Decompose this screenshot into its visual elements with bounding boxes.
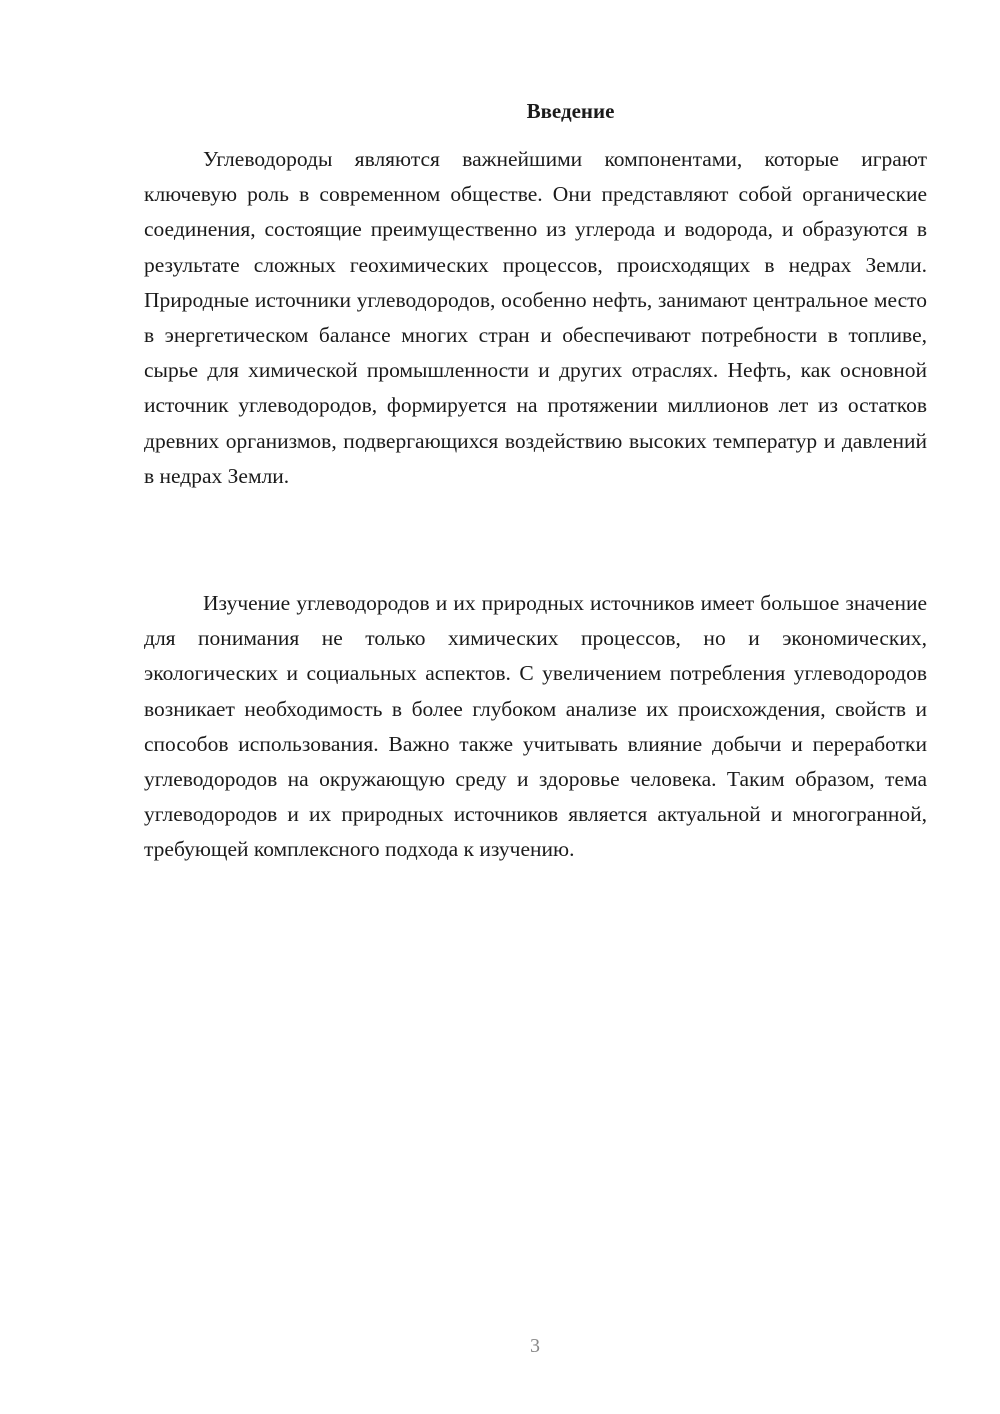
page-number: 3 — [530, 1335, 540, 1357]
paragraph-2: Изучение углеводородов и их природных источников имеет большое значение для понимания не только химических процессов, но и экономических, экологических и социальных аспектов. С увеличением потребления углеводородов возникает необходимость в более глубоком анализе их происхождения, свойств и способов использования. Важно также учитывать влияние добычи и переработки углеводородов на окружающую среду и здоровье человека. Таким образом, тема углеводородов и их природных источников является актуальной и многогранной, требующей комплексного подхода к изучению. — [144, 591, 927, 862]
paragraph-1: Углеводороды являются важнейшими компонентами, которые играют ключевую роль в современном обществе. Они представляют собой органические соединения, состоящие преимущественно из углерода и водорода, и образуются в результате сложных геохимических процессов, происходящих в недрах Земли. Природные источники углеводородов, особенно нефть, занимают центральное место в энергетическом балансе многих стран и обеспечивают потребности в топливе, сырье для химической промышленности и других отраслях. Нефть, как основной источник углеводородов, формируется на протяжении миллионов лет из остатков древних организмов, подвергающихся воздействию высоких температур и давлений в недрах Земли. — [144, 147, 927, 488]
page-title: Введение — [526, 99, 615, 123]
